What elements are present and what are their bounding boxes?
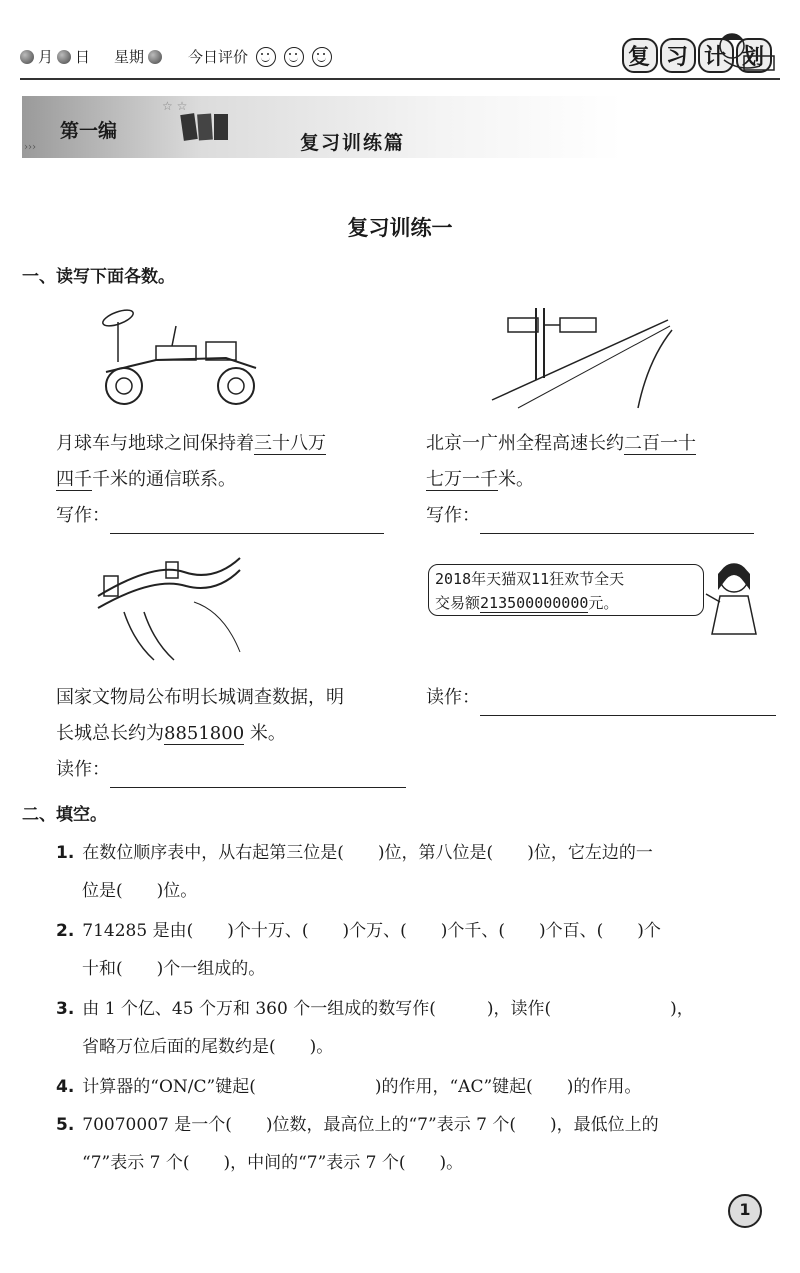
smiley-icon xyxy=(256,47,276,67)
question-text-cont: “7”表示 7 个( )，中间的“7”表示 7 个( )。 xyxy=(82,1153,464,1173)
callout-line1: 2018年天猫双11狂欢节全天 xyxy=(435,570,625,588)
item1-write-label: 写作： xyxy=(56,505,110,526)
arrow-icon: ››› xyxy=(24,142,36,153)
question-text: 70070007 是一个( )位数，最高位上的“7”表示 7 个( )，最低位上的 xyxy=(82,1115,659,1135)
item1-line1-text: 月球车与地球之间保持着 xyxy=(56,433,254,454)
section1-heading: 一、读写下面各数。 xyxy=(22,267,175,287)
plan-char: 计 xyxy=(698,38,734,73)
item2-underlined-number: 七万一千 xyxy=(426,469,498,490)
item2-underlined-number: 二百一十 xyxy=(624,433,696,454)
plan-char: 复 xyxy=(622,38,658,73)
girl-speaker-illustration xyxy=(704,556,764,636)
question-text: 714285 是由( )个十万、( )个万、( )个千、( )个百、( )个 xyxy=(82,921,661,941)
rating-label: 今日评价 xyxy=(188,48,249,66)
item3-line2-text: 长城总长约为 xyxy=(56,723,164,744)
item1-underlined-number: 四千 xyxy=(56,469,92,490)
smiley-icon xyxy=(312,47,332,67)
question-number: 2. xyxy=(56,921,75,941)
weekday-label: 星期 xyxy=(114,48,145,66)
item3-answer-line[interactable] xyxy=(110,765,406,788)
callout-underlined-number: 213500000000 xyxy=(480,594,589,612)
item4-text xyxy=(426,680,776,716)
great-wall-illustration xyxy=(94,552,244,664)
question-5 xyxy=(56,1106,778,1182)
item2-write-label: 写作： xyxy=(426,505,480,526)
item4-answer-line[interactable] xyxy=(480,693,776,716)
item3-line2-suffix: 米。 xyxy=(244,723,286,744)
question-number: 1. xyxy=(56,843,75,863)
svg-text:☆ ☆: ☆ ☆ xyxy=(162,99,188,113)
question-number: 5. xyxy=(56,1115,75,1135)
item3-underlined-number: 8851800 xyxy=(164,723,245,744)
page-title: 复习训练一 xyxy=(347,215,453,240)
item2-answer-line[interactable] xyxy=(480,511,754,534)
callout-line2-text: 交易额 xyxy=(435,594,481,612)
lunar-rover-illustration xyxy=(96,302,266,412)
question-1 xyxy=(56,834,778,910)
question-4 xyxy=(56,1068,778,1106)
question-number: 3. xyxy=(56,999,75,1019)
question-number: 4. xyxy=(56,1077,75,1097)
date-rating-bar xyxy=(20,46,332,67)
item3-line1-text: 国家文物局公布明长城调查数据，明 xyxy=(56,687,344,708)
plan-char: 划 xyxy=(736,38,772,73)
reading-girl-icon xyxy=(710,26,780,78)
question-2 xyxy=(56,912,778,988)
header-divider xyxy=(20,78,780,80)
callout-line2-suffix: 元。 xyxy=(588,594,619,612)
item2-line1-text: 北京一广州全程高速长约 xyxy=(426,433,624,454)
question-text-cont: 十和( )个一组成的。 xyxy=(82,959,266,979)
part-label: 第一编 xyxy=(60,120,118,142)
question-text: 在数位顺序表中，从右起第三位是( )位，第八位是( )位，它左边的一 xyxy=(82,843,653,863)
item3-read-label: 读作： xyxy=(56,759,110,780)
section-title: 复习训练篇 xyxy=(300,132,406,154)
weekday-dot-icon xyxy=(148,50,162,64)
item1-underlined-number: 三十八万 xyxy=(254,433,326,454)
month-dot-icon xyxy=(20,50,34,64)
item2-line2-text: 米。 xyxy=(498,469,534,490)
item1-text xyxy=(56,426,386,534)
question-text: 计算器的“ON/C”键起( )的作用，“AC”键起( )的作用。 xyxy=(82,1077,642,1097)
plan-char: 习 xyxy=(660,38,696,73)
month-label: 月 xyxy=(38,48,54,66)
item3-text xyxy=(56,680,416,788)
smiley-icon xyxy=(284,47,304,67)
highway-illustration xyxy=(488,300,678,412)
item4-read-label: 读作： xyxy=(426,687,480,708)
speech-bubble xyxy=(428,564,704,616)
page-number: 1 xyxy=(728,1194,762,1228)
question-3 xyxy=(56,990,778,1066)
question-text-cont: 位是( )位。 xyxy=(82,881,198,901)
item2-text xyxy=(426,426,776,534)
question-text-cont: 省略万位后面的尾数约是( )。 xyxy=(82,1037,334,1057)
star-icon xyxy=(160,96,190,116)
question-text: 由 1 个亿、45 个万和 360 个一组成的数写作( )，读作( )， xyxy=(82,999,694,1019)
item1-line2-text: 千米的通信联系。 xyxy=(92,469,236,490)
section2-heading: 二、填空。 xyxy=(22,805,107,825)
item1-answer-line[interactable] xyxy=(110,511,384,534)
day-label: 日 xyxy=(75,48,91,66)
day-dot-icon xyxy=(57,50,71,64)
